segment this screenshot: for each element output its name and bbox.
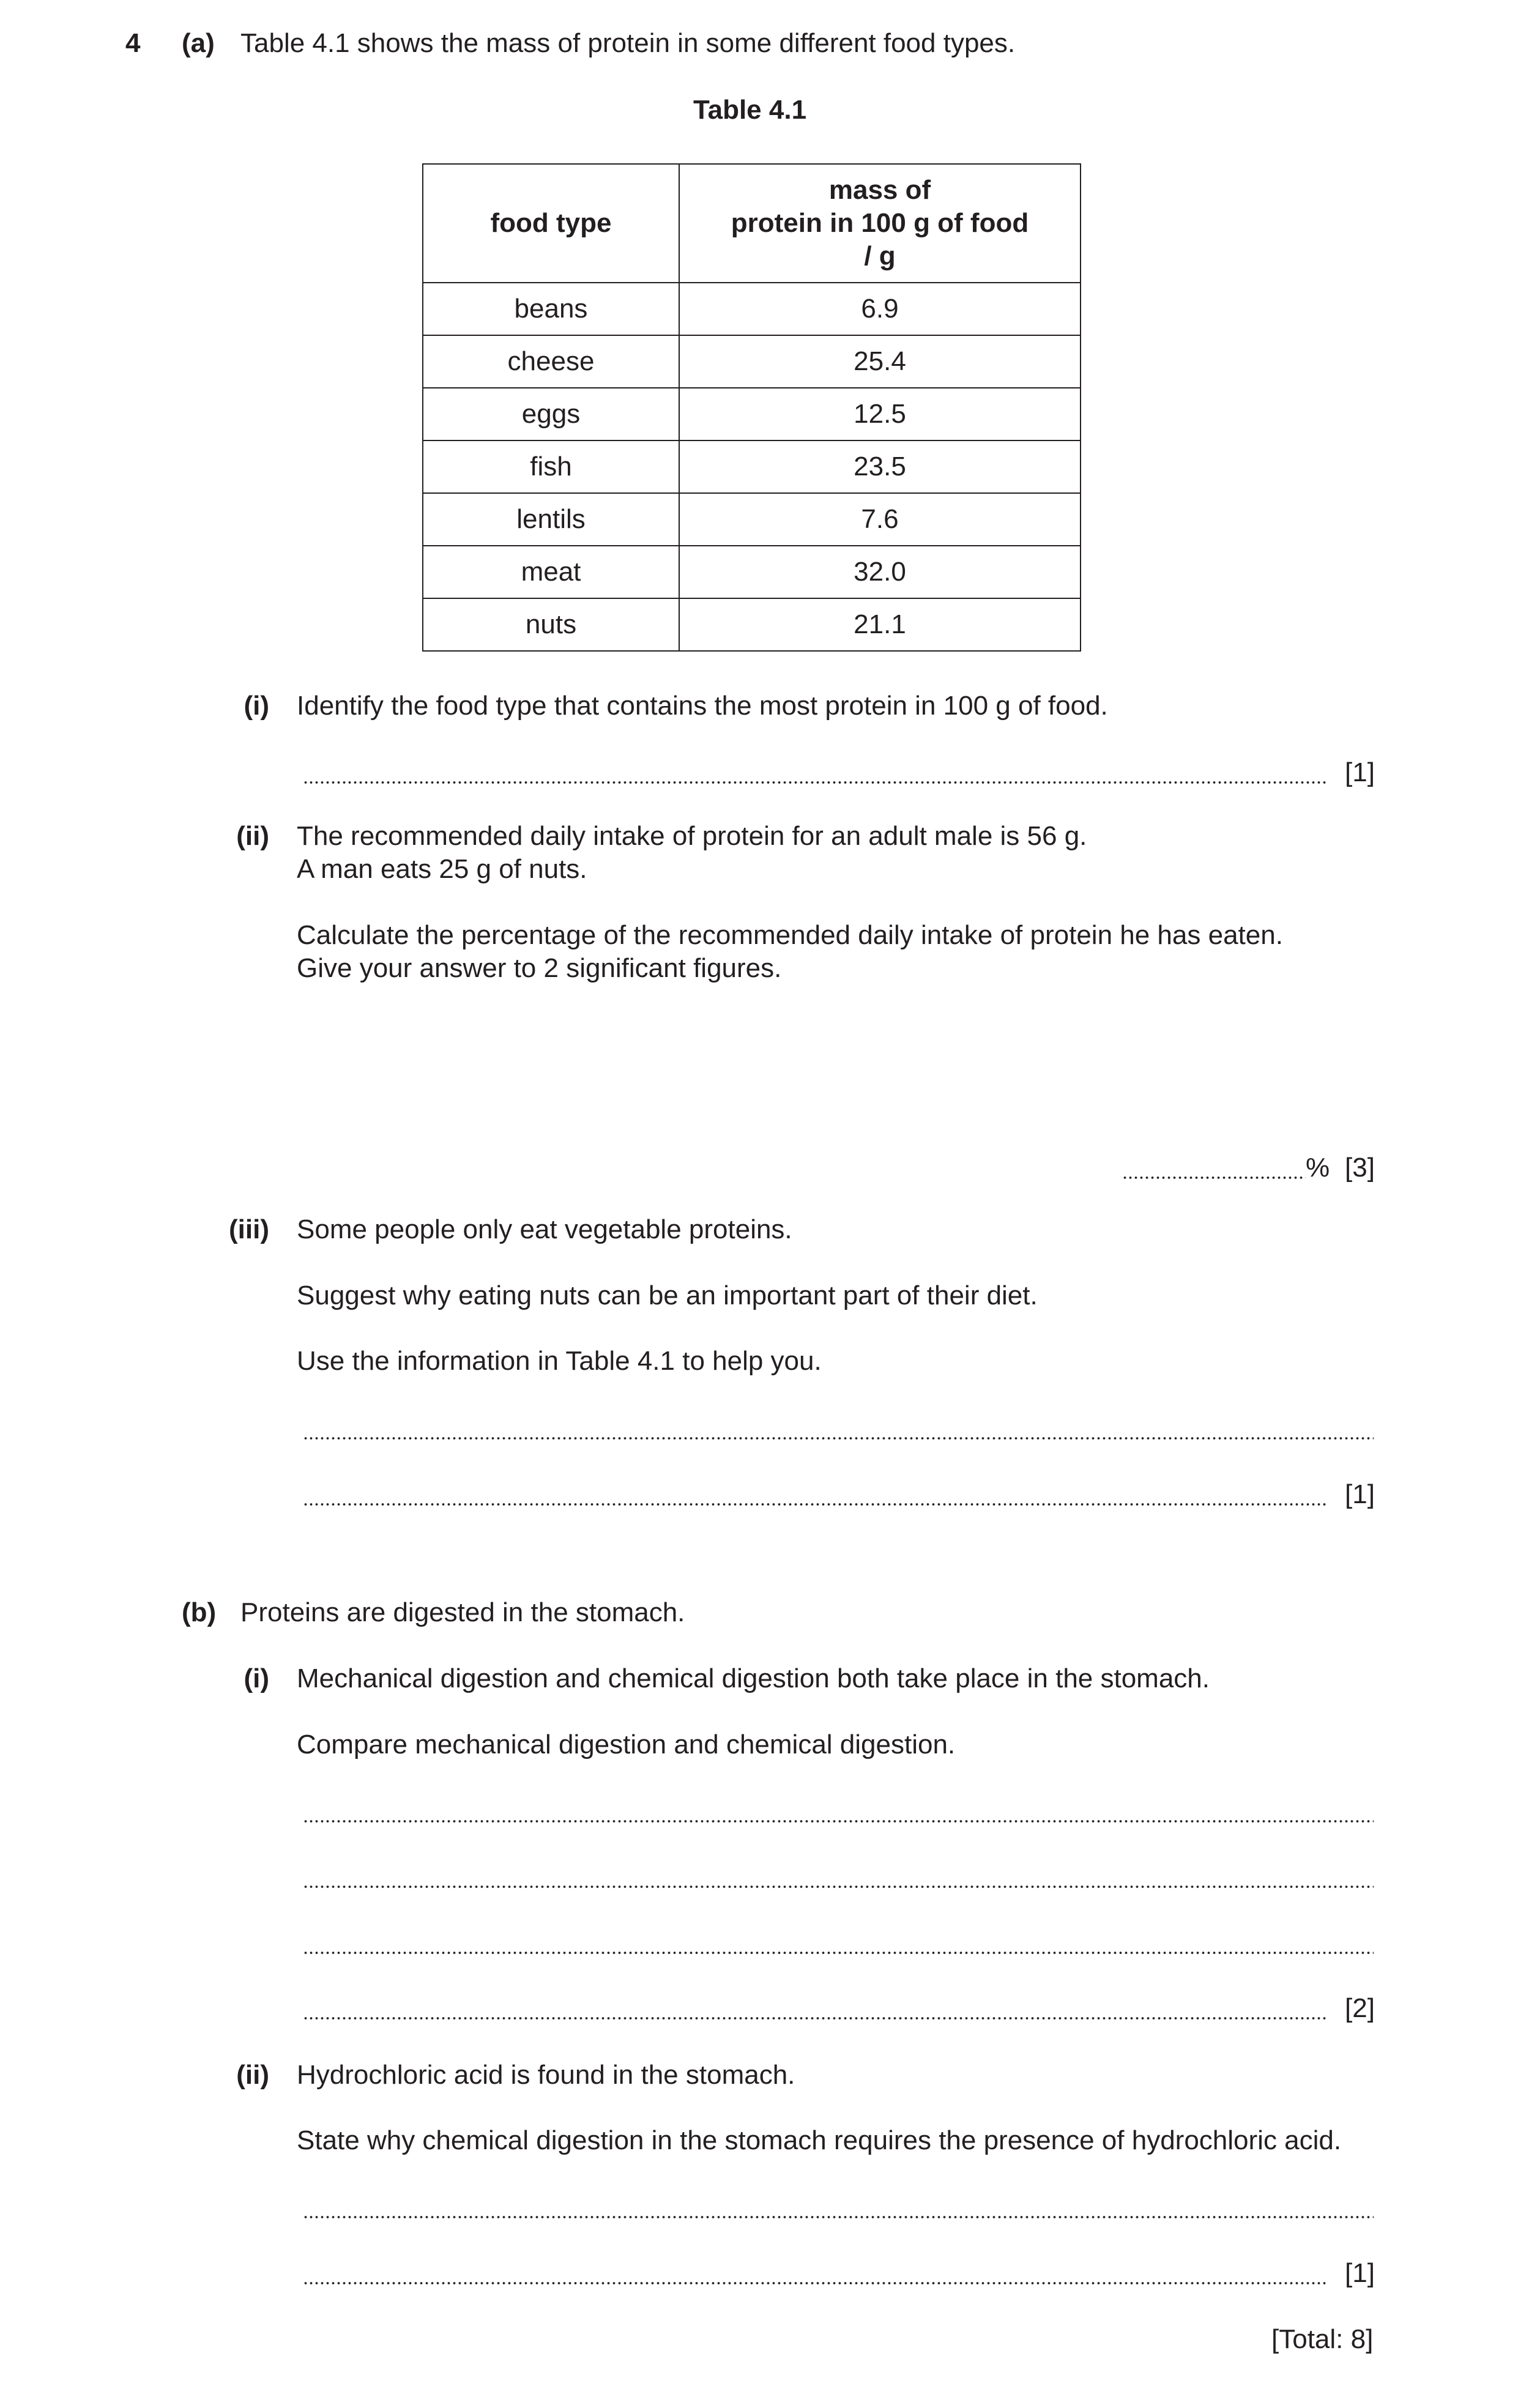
table-row	[423, 493, 1081, 546]
part-b-ii-label: (ii)	[236, 2060, 269, 2090]
food-cell: eggs	[423, 388, 679, 440]
part-a-ii-line4: Give your answer to 2 significant figures.	[297, 953, 782, 983]
answer-line-a-i[interactable]	[303, 781, 1328, 784]
part-a-iii-line1: Some people only eat vegetable proteins.	[297, 1214, 792, 1244]
mass-cell: 6.9	[679, 283, 1081, 335]
part-a-iii-line2: Suggest why eating nuts can be an important part of their diet.	[297, 1280, 1038, 1310]
table-row	[423, 546, 1081, 598]
table-header-row	[423, 164, 1081, 283]
header-mass-line3: / g	[864, 241, 896, 271]
food-cell: nuts	[423, 598, 679, 651]
answer-line-a-ii[interactable]	[1122, 1176, 1306, 1180]
answer-line-a-iii-2[interactable]	[303, 1503, 1328, 1506]
marks-b-i: [2]	[1345, 1993, 1375, 2023]
part-a-i-text: Identify the food type that contains the most protein in 100 g of food.	[297, 691, 1108, 721]
mass-cell: 25.4	[679, 335, 1081, 388]
part-a-ii-label: (ii)	[236, 821, 269, 851]
marks-a-iii: [1]	[1345, 1479, 1375, 1509]
table-title: Table 4.1	[693, 95, 807, 125]
part-b-i-label: (i)	[244, 1663, 269, 1693]
marks-b-ii: [1]	[1345, 2258, 1375, 2288]
question-number: 4	[125, 28, 141, 58]
total-marks: [Total: 8]	[1271, 2324, 1374, 2354]
marks-a-i: [1]	[1345, 757, 1375, 787]
header-mass-line2: protein in 100 g of food	[731, 208, 1029, 238]
part-b-ii-line2: State why chemical digestion in the stomach requires the presence of hydrochloric acid.	[297, 2125, 1342, 2155]
table-row	[423, 598, 1081, 651]
food-cell: fish	[423, 440, 679, 493]
mass-cell: 23.5	[679, 440, 1081, 493]
answer-line-a-iii-1[interactable]	[303, 1436, 1374, 1440]
part-a-ii-line3: Calculate the percentage of the recommended daily intake of protein he has eaten.	[297, 920, 1283, 950]
part-b-ii-line1: Hydrochloric acid is found in the stomach.	[297, 2060, 795, 2090]
answer-line-b-i-1[interactable]	[303, 1819, 1374, 1823]
part-b-i-line2: Compare mechanical digestion and chemical digestion.	[297, 1730, 956, 1760]
food-cell: lentils	[423, 493, 679, 546]
part-b-i-line1: Mechanical digestion and chemical digestion both take place in the stomach.	[297, 1663, 1210, 1693]
mass-cell: 7.6	[679, 493, 1081, 546]
percent-unit: %	[1306, 1153, 1330, 1183]
answer-line-b-i-4[interactable]	[303, 2016, 1328, 2020]
table-row	[423, 440, 1081, 493]
part-a-label: (a)	[182, 28, 215, 58]
marks-a-ii: [3]	[1345, 1153, 1375, 1183]
part-a-i-label: (i)	[244, 691, 269, 721]
answer-line-b-i-2[interactable]	[303, 1885, 1374, 1889]
mass-cell: 32.0	[679, 546, 1081, 598]
mass-cell: 21.1	[679, 598, 1081, 651]
mass-cell: 12.5	[679, 388, 1081, 440]
answer-line-b-i-3[interactable]	[303, 1951, 1374, 1955]
food-cell: cheese	[423, 335, 679, 388]
part-a-ii-line1: The recommended daily intake of protein for an adult male is 56 g.	[297, 821, 1087, 851]
header-mass	[679, 164, 1081, 283]
table-row	[423, 335, 1081, 388]
header-mass-line1: mass of	[828, 175, 931, 205]
part-a-intro: Table 4.1 shows the mass of protein in some different food types.	[240, 28, 1016, 58]
table-row	[423, 283, 1081, 335]
part-a-iii-label: (iii)	[229, 1214, 269, 1244]
answer-line-b-ii-1[interactable]	[303, 2215, 1374, 2219]
part-b-intro: Proteins are digested in the stomach.	[240, 1597, 685, 1627]
protein-table	[422, 163, 1081, 652]
part-a-iii-line3: Use the information in Table 4.1 to help you.	[297, 1346, 822, 1376]
part-a-ii-line2: A man eats 25 g of nuts.	[297, 854, 587, 884]
header-food-type: food type	[423, 164, 679, 283]
answer-line-b-ii-2[interactable]	[303, 2281, 1328, 2285]
table-row	[423, 388, 1081, 440]
food-cell: meat	[423, 546, 679, 598]
part-b-label: (b)	[182, 1597, 217, 1627]
food-cell: beans	[423, 283, 679, 335]
